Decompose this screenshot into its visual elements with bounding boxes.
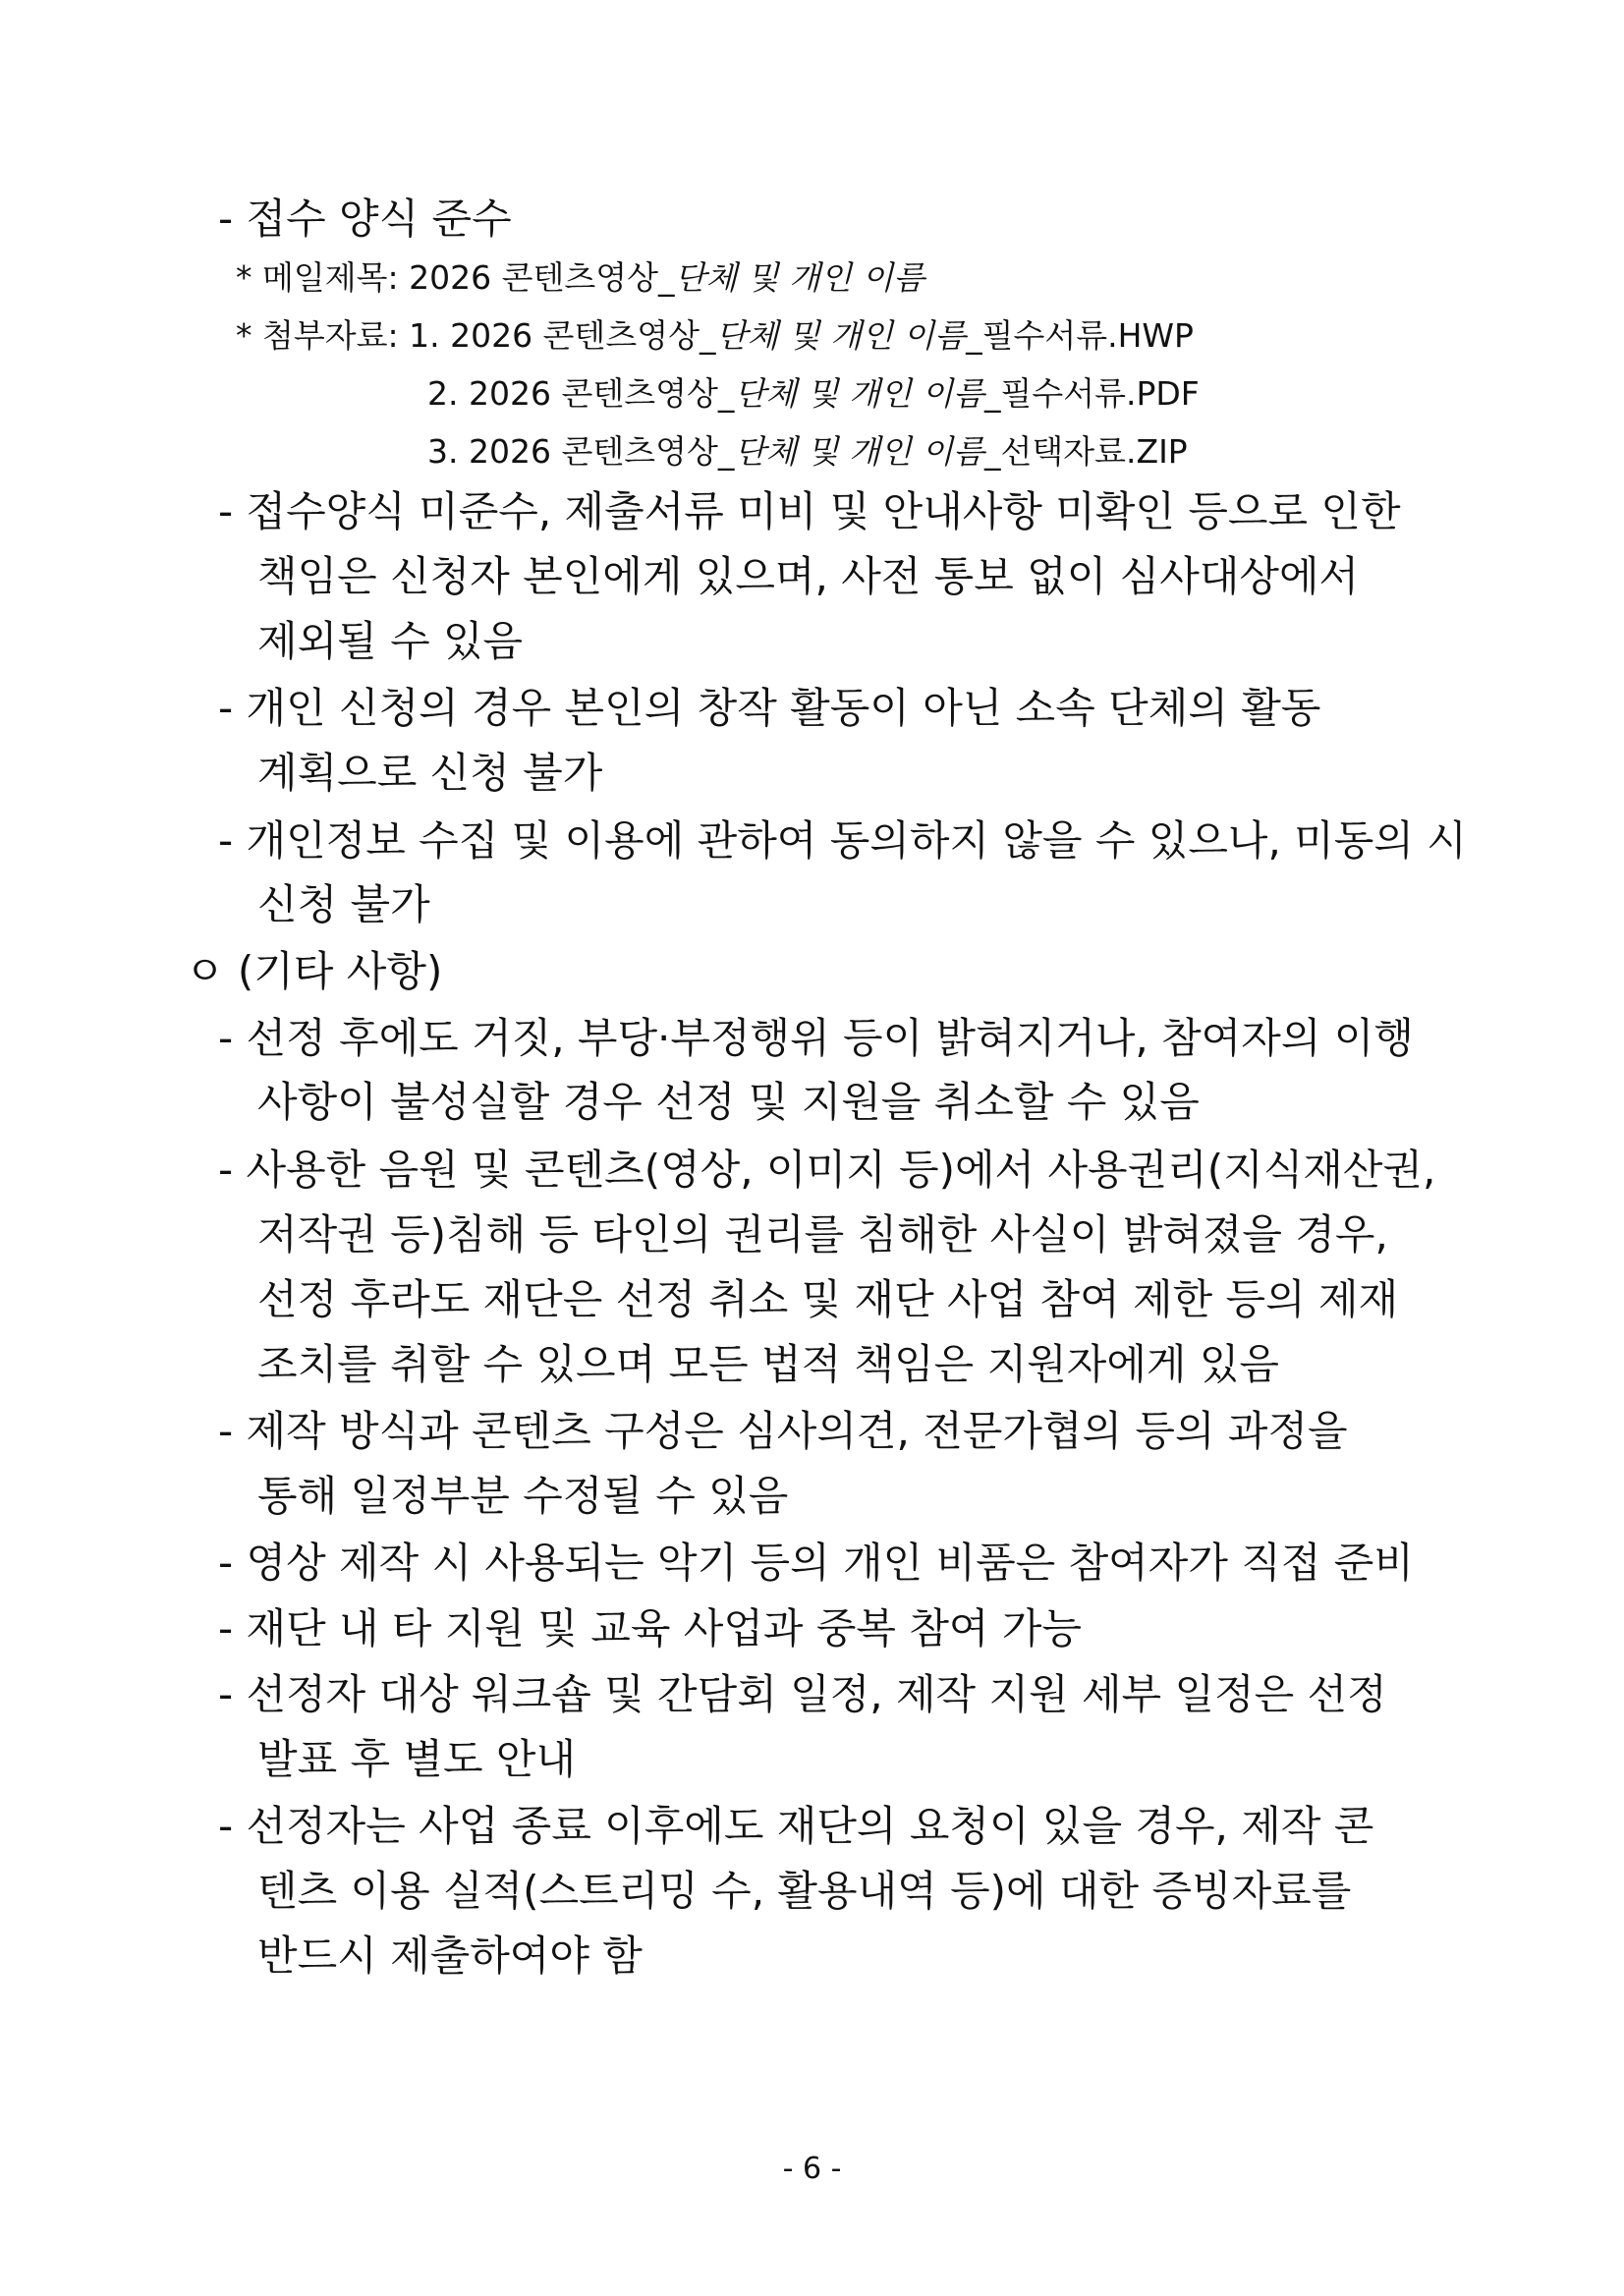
paragraph-line: 텐츠 이용 실적(스트리밍 수, 활용내역 등)에 대한 증빙자료를 <box>257 1867 1352 1915</box>
paragraph-line: - 선정자는 사업 종료 이후에도 재단의 요청이 있을 경우, 제작 콘 <box>218 1802 1374 1850</box>
paragraph-line: - 선정 후에도 거짓, 부당·부정행위 등이 밝혀지거나, 참여자의 이행 <box>218 1014 1414 1062</box>
paragraph-line: 신청 불가 <box>257 880 430 928</box>
submission-format-heading: - 접수 양식 준수 <box>218 195 512 243</box>
attachment-line-1: * 첨부자료: 1. 2026 콘텐츠영상_단체 및 개인 이름_필수서류.HWP <box>236 316 1194 355</box>
paragraph-line: 통해 일정부분 수정될 수 있음 <box>257 1472 789 1520</box>
paragraph-line: 사항이 불성실할 경우 선정 및 지원을 취소할 수 있음 <box>257 1078 1200 1126</box>
paragraph-line: 책임은 신청자 본인에게 있으며, 사전 통보 없이 심사대상에서 <box>257 552 1360 600</box>
page-number: - 6 - <box>782 2152 842 2186</box>
paragraph-line: 계획으로 신청 불가 <box>257 749 603 797</box>
paragraph-line: 발표 후 별도 안내 <box>257 1735 577 1783</box>
paragraph-line: - 영상 제작 시 사용되는 악기 등의 개인 비품은 참여자가 직접 준비 <box>218 1539 1414 1587</box>
paragraph-line: 선정 후라도 재단은 선정 취소 및 재단 사업 참여 제한 등의 제재 <box>257 1275 1399 1323</box>
paragraph-line: - 개인정보 수집 및 이용에 관하여 동의하지 않을 수 있으나, 미동의 시 <box>218 816 1467 865</box>
paragraph-line: 반드시 제출하여야 함 <box>257 1932 643 1980</box>
paragraph-line: - 재단 내 타 지원 및 교육 사업과 중복 참여 가능 <box>218 1604 1082 1652</box>
paragraph-line: - 접수양식 미준수, 제출서류 미비 및 안내사항 미확인 등으로 인한 <box>218 487 1401 535</box>
paragraph-line: 저작권 등)침해 등 타인의 권리를 침해한 사실이 밝혀졌을 경우, <box>257 1210 1388 1259</box>
paragraph-line: - 선정자 대상 워크숍 및 간담회 일정, 제작 지원 세부 일정은 선정 <box>218 1670 1387 1718</box>
paragraph-line: - 개인 신청의 경우 본인의 창작 활동이 아닌 소속 단체의 활동 <box>218 684 1321 732</box>
attachment-line-2: 2. 2026 콘텐츠영상_단체 및 개인 이름_필수서류.PDF <box>427 374 1200 413</box>
attachment-line-3: 3. 2026 콘텐츠영상_단체 및 개인 이름_선택자료.ZIP <box>427 432 1188 471</box>
paragraph-line: 제외될 수 있음 <box>257 617 524 665</box>
paragraph-line: - 제작 방식과 콘텐츠 구성은 심사의견, 전문가협의 등의 과정을 <box>218 1407 1348 1455</box>
paragraph-line: 조치를 취할 수 있으며 모든 법적 책임은 지원자에게 있음 <box>257 1340 1279 1388</box>
paragraph-line: - 사용한 음원 및 콘텐츠(영상, 이미지 등)에서 사용권리(지식재산권, <box>218 1146 1436 1194</box>
mail-subject-line: * 메일제목: 2026 콘텐츠영상_단체 및 개인 이름 <box>236 258 925 297</box>
other-matters-heading: ㅇ (기타 사항) <box>185 947 443 995</box>
